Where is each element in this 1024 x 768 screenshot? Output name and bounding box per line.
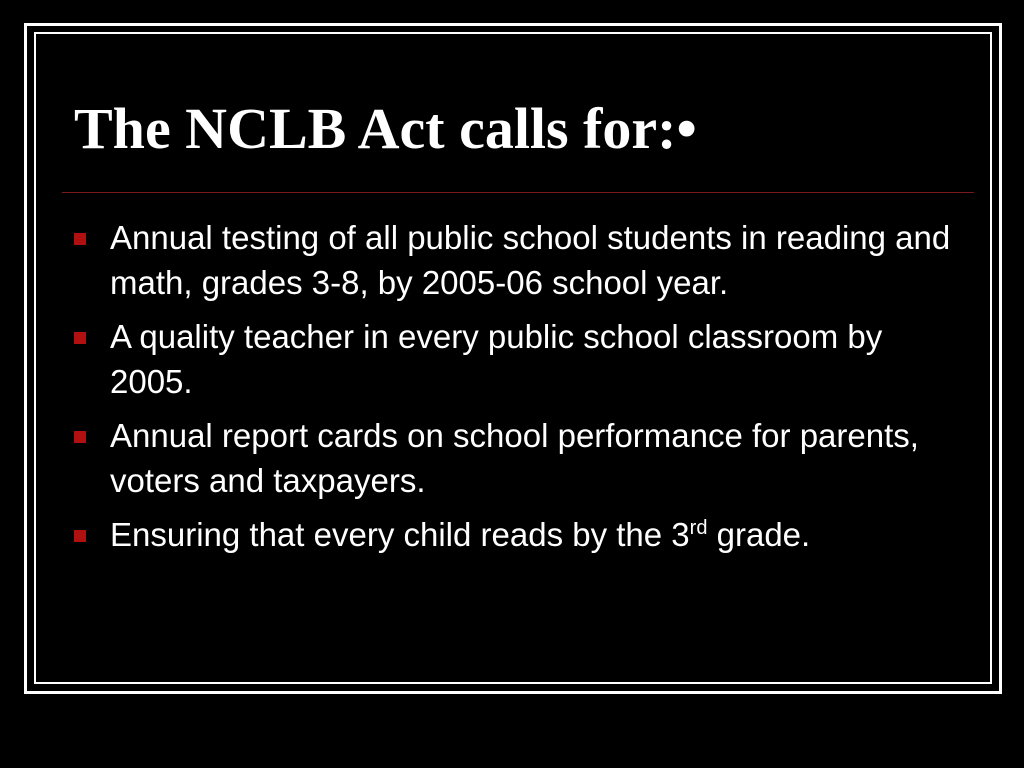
bullet-text: Annual report cards on school performance for parents, voters and taxpayers.: [110, 417, 919, 499]
bullet-list: [70, 215, 970, 566]
square-bullet-icon: [74, 530, 86, 542]
bullet-text-after: grade.: [707, 516, 811, 553]
bullet-item: [70, 413, 970, 503]
bullet-text: Annual testing of all public school students in reading and math, grades 3-8, by 2005-06 school year.: [110, 219, 951, 301]
bullet-text: [110, 516, 810, 553]
square-bullet-icon: [74, 332, 86, 344]
ordinal-superscript: rd: [689, 517, 708, 539]
slide-title: The NCLB Act calls for:•: [74, 96, 697, 161]
bullet-item: [70, 215, 970, 305]
square-bullet-icon: [74, 233, 86, 245]
bullet-text: A quality teacher in every public school classroom by 2005.: [110, 318, 883, 400]
title-divider: [62, 192, 974, 193]
bullet-text-before: Ensuring that every child reads by the 3: [110, 516, 690, 553]
square-bullet-icon: [74, 431, 86, 443]
bullet-item: [70, 512, 970, 557]
bullet-item: [70, 314, 970, 404]
